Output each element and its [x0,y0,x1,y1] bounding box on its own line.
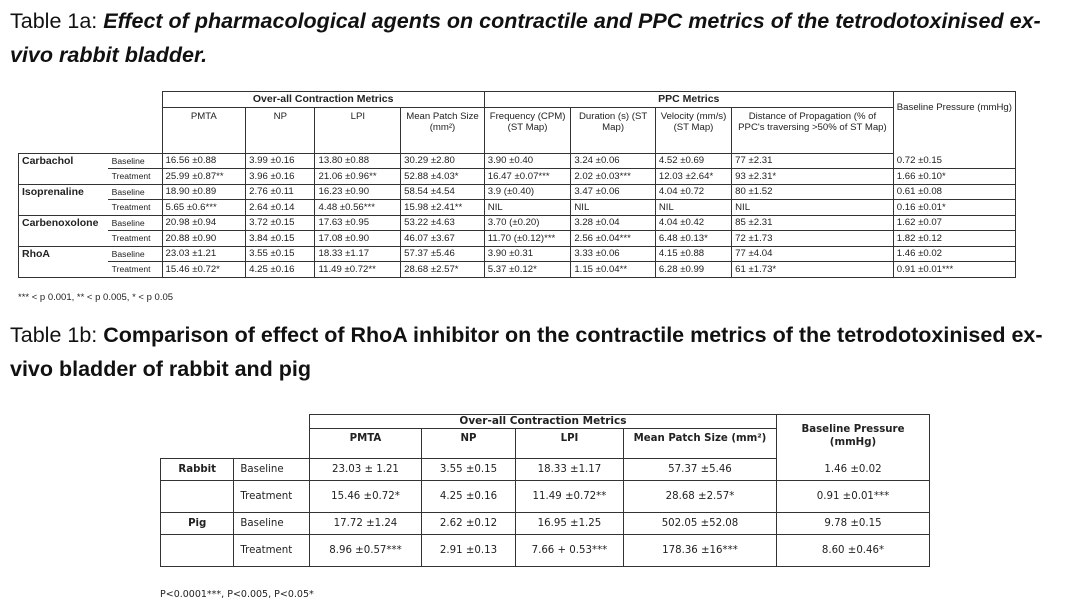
cell-np: 2.64 ±0.14 [246,200,315,216]
header-mean-patch-size-1b: Mean Patch Size (mm²) [624,429,777,459]
table-row [19,200,1016,216]
table-row [19,169,1016,185]
cell-baseline-pressure: 1.46 ±0.02 [776,459,929,481]
cell-pmta: 15.46 ±0.72* [162,262,246,278]
cell-freq: 3.90 ±0.40 [484,153,571,169]
cell-distance: 85 ±2.31 [732,215,894,231]
cell-baseline-pressure: 1.66 ±0.10* [893,169,1015,185]
cell-np: 3.84 ±0.15 [246,231,315,247]
cell-mps: 28.68 ±2.57* [624,481,777,513]
row-condition: Baseline [234,459,309,481]
cell-duration: 2.02 ±0.03*** [571,169,656,185]
cell-distance: 80 ±1.52 [732,184,894,200]
table-row [19,246,1016,262]
header-np: NP [246,107,315,153]
header-baseline-pressure: Baseline Pressure (mmHg) [893,92,1015,154]
cell-pmta: 23.03 ±1.21 [162,246,246,262]
cell-baseline-pressure: 0.91 ±0.01*** [893,262,1015,278]
row-agent [19,169,108,185]
cell-lpi: 17.63 ±0.95 [315,215,401,231]
cell-duration: 3.33 ±0.06 [571,246,656,262]
row-condition: Treatment [234,535,309,567]
header-distance-of-propagation: Distance of Propagation (% of PPC's traversing >50% of ST Map) [732,107,894,153]
cell-lpi: 7.66 + 0.53*** [515,535,623,567]
cell-distance: 77 ±4.04 [732,246,894,262]
cell-mps: 53.22 ±4.63 [401,215,485,231]
row-agent [161,535,234,567]
cell-np: 4.25 ±0.16 [422,481,516,513]
cell-velocity: 6.48 ±0.13* [655,231,731,247]
cell-lpi: 16.95 ±1.25 [515,513,623,535]
cell-baseline-pressure: 9.78 ±0.15 [776,513,929,535]
table-1a-footnote: *** < p 0.001, ** < p 0.005, * < p 0.05 [18,292,174,303]
cell-lpi: 11.49 ±0.72** [315,262,401,278]
cell-pmta: 8.96 ±0.57*** [309,535,421,567]
table-1a-title [10,4,1075,72]
cell-duration: 2.56 ±0.04*** [571,231,656,247]
group-header-overall-1b: Over-all Contraction Metrics [309,415,776,429]
row-agent [19,200,108,216]
header-pmta: PMTA [162,107,246,153]
cell-distance: NIL [732,200,894,216]
group-header-ppc: PPC Metrics [484,92,893,108]
header-lpi-1b: LPI [515,429,623,459]
cell-baseline-pressure: 1.62 ±0.07 [893,215,1015,231]
cell-duration: 1.15 ±0.04** [571,262,656,278]
table-1a-title-tag: Table 1a: [10,9,104,33]
header-baseline-pressure-1b: Baseline Pressure (mmHg) [776,415,929,459]
row-condition: Baseline [111,248,145,259]
cell-mps: 57.37 ±5.46 [624,459,777,481]
cell-np: 3.55 ±0.15 [422,459,516,481]
cell-duration: 3.24 ±0.06 [571,153,656,169]
cell-mps: 30.29 ±2.80 [401,153,485,169]
cell-pmta: 5.65 ±0.6*** [162,200,246,216]
header-lpi: LPI [315,107,401,153]
header-np-1b: NP [422,429,516,459]
table-1b-title-tag: Table 1b: [10,323,104,347]
table-row [19,184,1016,200]
cell-freq: 11.70 (±0.12)*** [484,231,571,247]
row-agent [161,481,234,513]
cell-np: 3.72 ±0.15 [246,215,315,231]
cell-np: 4.25 ±0.16 [246,262,315,278]
cell-freq: 3.70 (±0.20) [484,215,571,231]
table-1a-title-text: Effect of pharmacological agents on contractile and PPC metrics of the tetrodotoxinised ex-vivo rabbit bladder. [10,9,1041,67]
row-agent: Pig [161,513,234,535]
row-agent: Carbachol [19,153,108,169]
table-row [161,513,930,535]
row-agent: RhoA [19,246,108,262]
cell-baseline-pressure: 1.46 ±0.02 [893,246,1015,262]
header-mean-patch-size: Mean Patch Size (mm²) [401,107,485,153]
cell-lpi: 11.49 ±0.72** [515,481,623,513]
header-frequency: Frequency (CPM) (ST Map) [484,107,571,153]
cell-baseline-pressure: 0.16 ±0.01* [893,200,1015,216]
cell-velocity: 4.15 ±0.88 [655,246,731,262]
row-agent [19,262,108,278]
cell-mps: 46.07 ±3.67 [401,231,485,247]
row-condition: Baseline [111,217,145,228]
row-condition: Baseline [111,155,145,166]
row-condition: Treatment [108,169,162,185]
cell-pmta: 17.72 ±1.24 [309,513,421,535]
cell-freq: 16.47 ±0.07*** [484,169,571,185]
cell-velocity: 4.52 ±0.69 [655,153,731,169]
table-row [19,215,1016,231]
cell-np: 3.96 ±0.16 [246,169,315,185]
cell-velocity: 4.04 ±0.42 [655,215,731,231]
table-row [19,262,1016,278]
cell-lpi: 18.33 ±1.17 [515,459,623,481]
cell-mps: 52.88 ±4.03* [401,169,485,185]
cell-lpi: 13.80 ±0.88 [315,153,401,169]
row-agent: Carbenoxolone [19,215,108,231]
cell-baseline-pressure: 0.61 ±0.08 [893,184,1015,200]
cell-velocity: NIL [655,200,731,216]
cell-mps: 15.98 ±2.41** [401,200,485,216]
row-condition: Baseline [111,186,145,197]
row-agent: Rabbit [161,459,234,481]
cell-pmta: 25.99 ±0.87** [162,169,246,185]
header-velocity: Velocity (mm/s) (ST Map) [655,107,731,153]
table-row [161,535,930,567]
row-condition: Baseline [234,513,309,535]
cell-pmta: 15.46 ±0.72* [309,481,421,513]
cell-velocity: 4.04 ±0.72 [655,184,731,200]
cell-distance: 72 ±1.73 [732,231,894,247]
cell-baseline-pressure: 0.91 ±0.01*** [776,481,929,513]
row-condition: Treatment [108,200,162,216]
table-1b-footnote: P<0.0001***, P<0.005, P<0.05* [160,589,314,600]
cell-lpi: 17.08 ±0.90 [315,231,401,247]
cell-mps: 57.37 ±5.46 [401,246,485,262]
cell-velocity: 12.03 ±2.64* [655,169,731,185]
cell-lpi: 16.23 ±0.90 [315,184,401,200]
table-row [161,481,930,513]
cell-lpi: 4.48 ±0.56*** [315,200,401,216]
cell-duration: NIL [571,200,656,216]
row-condition: Treatment [234,481,309,513]
cell-np: 3.99 ±0.16 [246,153,315,169]
cell-pmta: 18.90 ±0.89 [162,184,246,200]
table-1b-title [10,318,1075,386]
row-agent: Isoprenaline [19,184,108,200]
cell-freq: 5.37 ±0.12* [484,262,571,278]
cell-velocity: 6.28 ±0.99 [655,262,731,278]
cell-lpi: 21.06 ±0.96** [315,169,401,185]
cell-pmta: 20.98 ±0.94 [162,215,246,231]
cell-freq: 3.9 (±0.40) [484,184,571,200]
cell-distance: 77 ±2.31 [732,153,894,169]
table-row [161,459,930,481]
cell-distance: 61 ±1.73* [732,262,894,278]
cell-baseline-pressure: 1.82 ±0.12 [893,231,1015,247]
cell-duration: 3.47 ±0.06 [571,184,656,200]
cell-freq: 3.90 ±0.31 [484,246,571,262]
group-header-overall: Over-all Contraction Metrics [162,92,484,108]
cell-pmta: 23.03 ± 1.21 [309,459,421,481]
table-row [19,153,1016,169]
cell-distance: 93 ±2.31* [732,169,894,185]
table-1b-title-text: Comparison of effect of RhoA inhibitor on the contractile metrics of the tetrodotoxinised ex-vivo bladder of rabbit and pig [10,323,1043,381]
row-agent [19,231,108,247]
header-duration: Duration (s) (ST Map) [571,107,656,153]
header-pmta-1b: PMTA [309,429,421,459]
cell-freq: NIL [484,200,571,216]
cell-np: 3.55 ±0.15 [246,246,315,262]
table-row [19,231,1016,247]
row-condition: Treatment [108,231,162,247]
row-condition: Treatment [108,262,162,278]
cell-pmta: 20.88 ±0.90 [162,231,246,247]
cell-duration: 3.28 ±0.04 [571,215,656,231]
cell-mps: 178.36 ±16*** [624,535,777,567]
cell-mps: 28.68 ±2.57* [401,262,485,278]
cell-np: 2.76 ±0.11 [246,184,315,200]
cell-baseline-pressure: 8.60 ±0.46* [776,535,929,567]
cell-mps: 502.05 ±52.08 [624,513,777,535]
cell-mps: 58.54 ±4.54 [401,184,485,200]
cell-np: 2.91 ±0.13 [422,535,516,567]
cell-pmta: 16.56 ±0.88 [162,153,246,169]
table-1a [18,91,1016,278]
cell-lpi: 18.33 ±1.17 [315,246,401,262]
cell-np: 2.62 ±0.12 [422,513,516,535]
cell-baseline-pressure: 0.72 ±0.15 [893,153,1015,169]
table-1b [160,414,930,567]
